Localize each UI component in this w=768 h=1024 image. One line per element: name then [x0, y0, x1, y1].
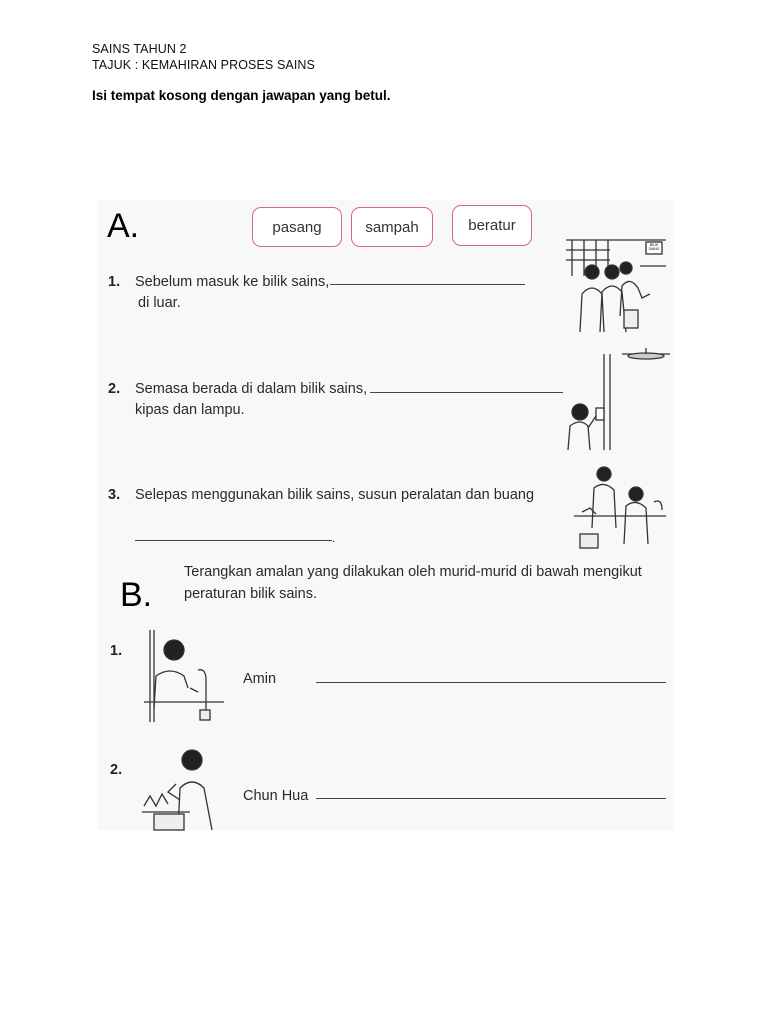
section-a-letter: A. [107, 207, 140, 245]
question-2-text-cont: kipas dan lampu. [135, 402, 245, 418]
question-2-text: Semasa berada di dalam bilik sains, [135, 381, 368, 397]
item-number: 1. [110, 643, 123, 659]
item-number: 2. [110, 762, 123, 778]
room-sign-line2: SAINS [648, 247, 660, 251]
switch-fan-illustration [562, 346, 672, 452]
room-sign [646, 243, 662, 251]
question-3-text: Selepas menggunakan bilik sains, susun peralatan dan buang [135, 487, 535, 503]
topic-label: TAJUK : KEMAHIRAN PROSES SAINS [92, 58, 315, 72]
question-1-text-cont: di luar. [138, 295, 181, 311]
instruction-text: Isi tempat kosong dengan jawapan yang betul. [92, 88, 391, 103]
question-1-text: Sebelum masuk ke bilik sains, [135, 274, 330, 290]
question-number: 2. [108, 381, 121, 397]
word-box-sampah: sampah [351, 207, 433, 247]
answer-blank-b1[interactable] [316, 682, 666, 683]
section-b-prompt-line1: Terangkan amalan yang dilakukan oleh murid-murid di bawah mengikut [184, 564, 642, 580]
word-box-pasang: pasang [252, 207, 342, 247]
student-name-amin: Amin [243, 671, 277, 687]
word-box-beratur: beratur [452, 205, 532, 246]
queue-illustration [562, 236, 670, 336]
question-number: 3. [108, 487, 121, 503]
question-3-period: . [332, 531, 336, 545]
question-number: 1. [108, 274, 121, 290]
answer-blank-b2[interactable] [316, 798, 666, 799]
tidy-up-illustration [570, 462, 670, 552]
section-b-prompt-line2: peraturan bilik sains. [184, 586, 317, 602]
room-sign-line1: BILIK [649, 243, 659, 247]
answer-blank-2[interactable] [370, 392, 563, 393]
student-name-chun-hua: Chun Hua [243, 788, 309, 804]
chun-hua-illustration [140, 744, 226, 832]
answer-blank-1[interactable] [330, 284, 525, 285]
section-b-letter: B. [120, 576, 153, 614]
answer-blank-3[interactable] [135, 540, 332, 541]
subject-label: SAINS TAHUN 2 [92, 42, 187, 56]
amin-washing-illustration [140, 628, 226, 724]
